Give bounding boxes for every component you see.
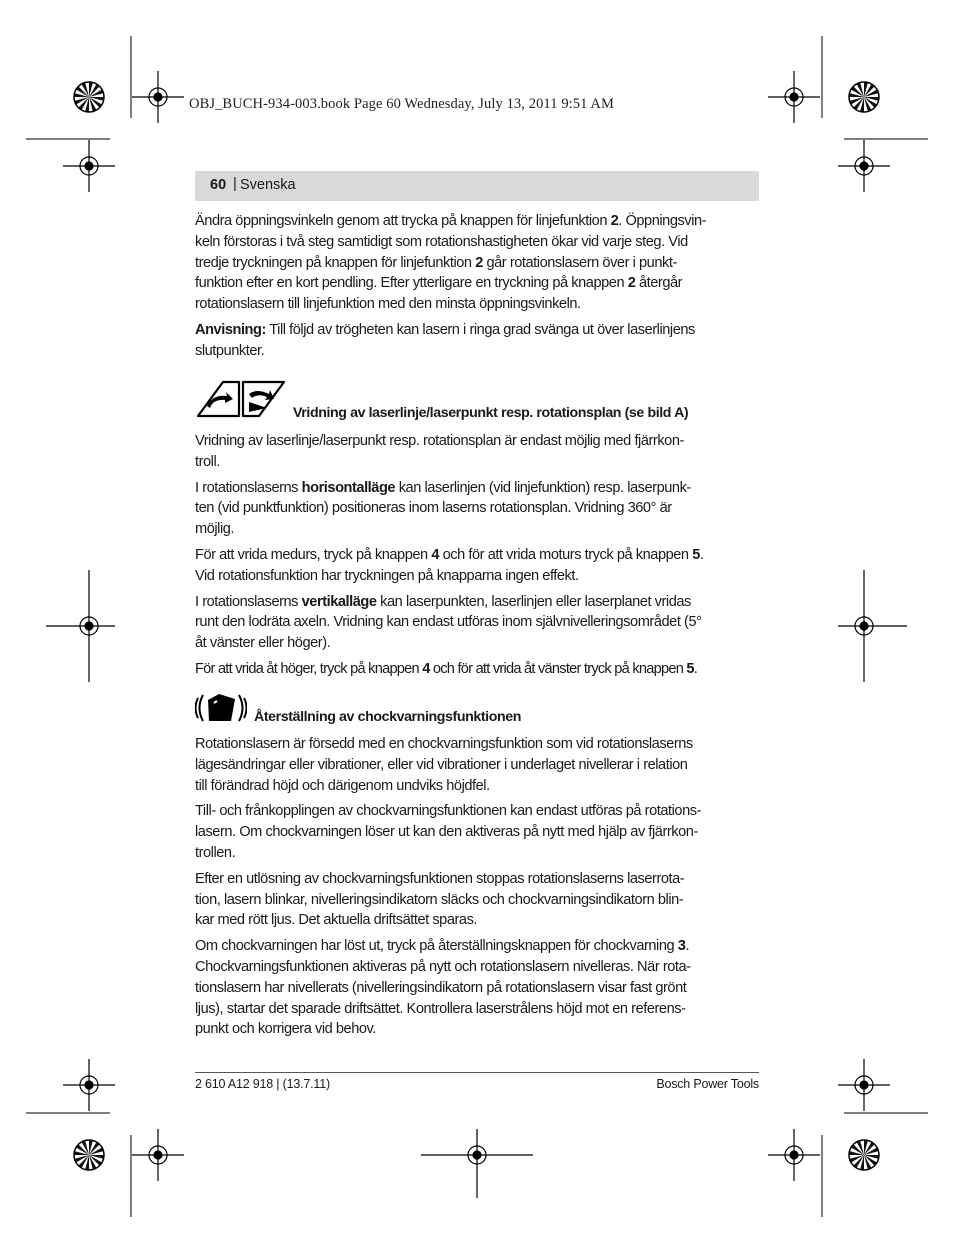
text-line: . Öppningsvin- xyxy=(618,213,707,229)
button-ref: 2 xyxy=(627,275,636,292)
text-line: möjlig. xyxy=(195,521,235,538)
text-line: trollen. xyxy=(195,844,236,861)
button-ref: 5 xyxy=(692,546,700,563)
text-line: funktion efter en kort pendling. Efter ytterligare en tryckning på knappen xyxy=(195,275,628,292)
slug-line: OBJ_BUCH-934-003.book Page 60 Wednesday, July 13, 2011 9:51 AM xyxy=(189,96,614,112)
shock-paragraph-3 xyxy=(195,869,761,931)
shock-paragraph-4 xyxy=(195,936,761,1040)
shock-vibration-icon xyxy=(195,691,247,725)
shock-section xyxy=(195,734,761,1045)
text-line: kan laserlinjen (vid linjefunktion) resp. laserpunk- xyxy=(395,479,691,496)
text-line: Chockvarningsfunktionen aktiveras på nytt och rotationslasern nivelleras. När rota- xyxy=(195,958,691,975)
note-paragraph xyxy=(195,320,761,362)
shock-paragraph-2 xyxy=(195,801,761,863)
rotation-arrows-icon xyxy=(195,378,287,422)
starburst-target-icon xyxy=(849,82,879,112)
footer-rule xyxy=(195,1072,759,1073)
text-line: Till- och frånkopplingen av chockvarningsfunktionen kan endast utföras på rotations- xyxy=(195,803,701,820)
starburst-target-icon xyxy=(74,82,104,112)
text-line: runt den lodräta axeln. Vridning kan endast utföras inom självnivelleringsområdet (5° xyxy=(195,614,702,631)
note-text-2: slutpunkter. xyxy=(195,342,265,359)
shock-paragraph-4-rest xyxy=(195,959,691,1037)
text-line: tion, lasern blinkar, nivelleringsindikatorn släcks och chockvarningsindikatorn blin- xyxy=(195,891,684,908)
text-line: Rotationslasern är försedd med en chockvarningsfunktion som vid rotationslaserns xyxy=(195,736,693,752)
text-line: kar med rött ljus. Det aktuella driftsättet sparas. xyxy=(195,912,478,929)
starburst-target-icon xyxy=(849,1140,879,1170)
rotation-section xyxy=(195,431,761,685)
button-ref: 5 xyxy=(686,660,694,677)
button-ref: 4 xyxy=(431,546,440,563)
rotation-paragraph-4 xyxy=(195,592,761,654)
text-line: Vid rotationsfunktion har tryckningen på knapparna ingen effekt. xyxy=(195,567,579,584)
text-line: och för att vrida åt vänster tryck på knappen xyxy=(429,660,687,677)
text-line: tredje tryckningen på knappen för linjefunktion xyxy=(195,254,476,271)
button-ref: 3 xyxy=(677,938,686,955)
text-line: återgår xyxy=(635,275,683,292)
text-line: I rotationslaserns xyxy=(195,593,302,610)
rotation-paragraph-5 xyxy=(195,659,761,680)
text-line: troll. xyxy=(195,453,220,470)
text-line: punkt och korrigera vid behov. xyxy=(195,1021,376,1038)
text-line: går rotationslasern över i punkt- xyxy=(482,254,677,271)
button-ref: 2 xyxy=(475,254,483,271)
text-line: ljus), startar det sparade driftsättet. Kontrollera laserstrålens höjd mot en referens- xyxy=(195,1000,686,1017)
button-ref: 4 xyxy=(422,660,430,677)
text-line: Efter en utlösning av chockvarningsfunktionen stoppas rotationslaserns laserrota- xyxy=(195,870,685,887)
rotation-paragraph-1 xyxy=(195,431,761,473)
text-line: kan laserpunkten, laserlinjen eller laserplanet vridas xyxy=(376,593,691,610)
text-line: till förändrad höjd och därigenom undviks höjdfel. xyxy=(195,777,490,794)
intro-paragraph xyxy=(195,211,761,367)
text-line: lasern. Om chockvarningen löser ut kan den aktiveras på nytt med hjälp av fjärrkon- xyxy=(195,824,698,841)
header-separator: | xyxy=(233,176,237,192)
page-header xyxy=(195,171,759,201)
rotation-paragraph-2 xyxy=(195,478,761,540)
footer-doc-number: 2 610 A12 918 | (13.7.11) xyxy=(195,1077,330,1091)
text-line: rotationslasern till linjefunktion med den minsta öppningsvinkeln. xyxy=(195,296,581,313)
text-line: För att vrida medurs, tryck på knappen xyxy=(195,546,432,563)
rotation-heading: Vridning av laserlinje/laserpunkt resp. rotationsplan (se bild A) xyxy=(293,405,689,421)
footer-brand: Bosch Power Tools xyxy=(656,1077,759,1091)
text-line: Ändra öppningsvinkeln genom att trycka på knappen för linjefunktion xyxy=(195,213,611,229)
text-line: . xyxy=(693,660,698,677)
button-ref: 2 xyxy=(610,213,619,229)
paragraph-opening-angle xyxy=(195,211,761,315)
text-line: ten (vid punktfunktion) positioneras inom laserns rotationsplan. Vridning 360° är xyxy=(195,500,672,517)
note-text: Till följd av trögheten kan lasern i ringa grad svänga ut över laserlinjens xyxy=(265,321,695,338)
page-number: 60 xyxy=(210,177,227,193)
text-line: och för att vrida moturs tryck på knappen xyxy=(439,546,693,563)
text-line: För att vrida åt höger, tryck på knappen xyxy=(195,660,423,677)
text-line: lägesändringar eller vibrationer, eller vid vibrationer i underlaget nivellerar i relation xyxy=(195,756,688,773)
text-line: Om chockvarningen har löst ut, tryck på återställningsknappen för chockvarning xyxy=(195,938,678,955)
shock-paragraph-1 xyxy=(195,734,761,796)
rotation-paragraph-3 xyxy=(195,545,761,587)
note-label: Anvisning: xyxy=(195,321,266,338)
text-line: . xyxy=(699,546,704,563)
text-line: I rotationslaserns xyxy=(195,479,302,496)
bold-term: horisontalläge xyxy=(301,479,396,496)
text-line: tionslasern har nivellerats (nivelleringsindikatorn på rotationslasern visar fast grönt xyxy=(195,979,687,996)
starburst-target-icon xyxy=(74,1140,104,1170)
text-line: åt vänster eller höger). xyxy=(195,635,331,652)
bold-term: vertikalläge xyxy=(301,593,377,610)
text-line: Vridning av laserlinje/laserpunkt resp. rotationsplan är endast möjlig med fjärrkon- xyxy=(195,433,684,449)
text-line: . xyxy=(685,938,690,955)
text-line: keln förstoras i två steg samtidigt som rotationshastigheten ökar vid varje steg. Vid xyxy=(195,233,688,250)
section-title: Svenska xyxy=(240,177,296,193)
shock-heading: Återställning av chockvarningsfunktionen xyxy=(254,709,522,725)
